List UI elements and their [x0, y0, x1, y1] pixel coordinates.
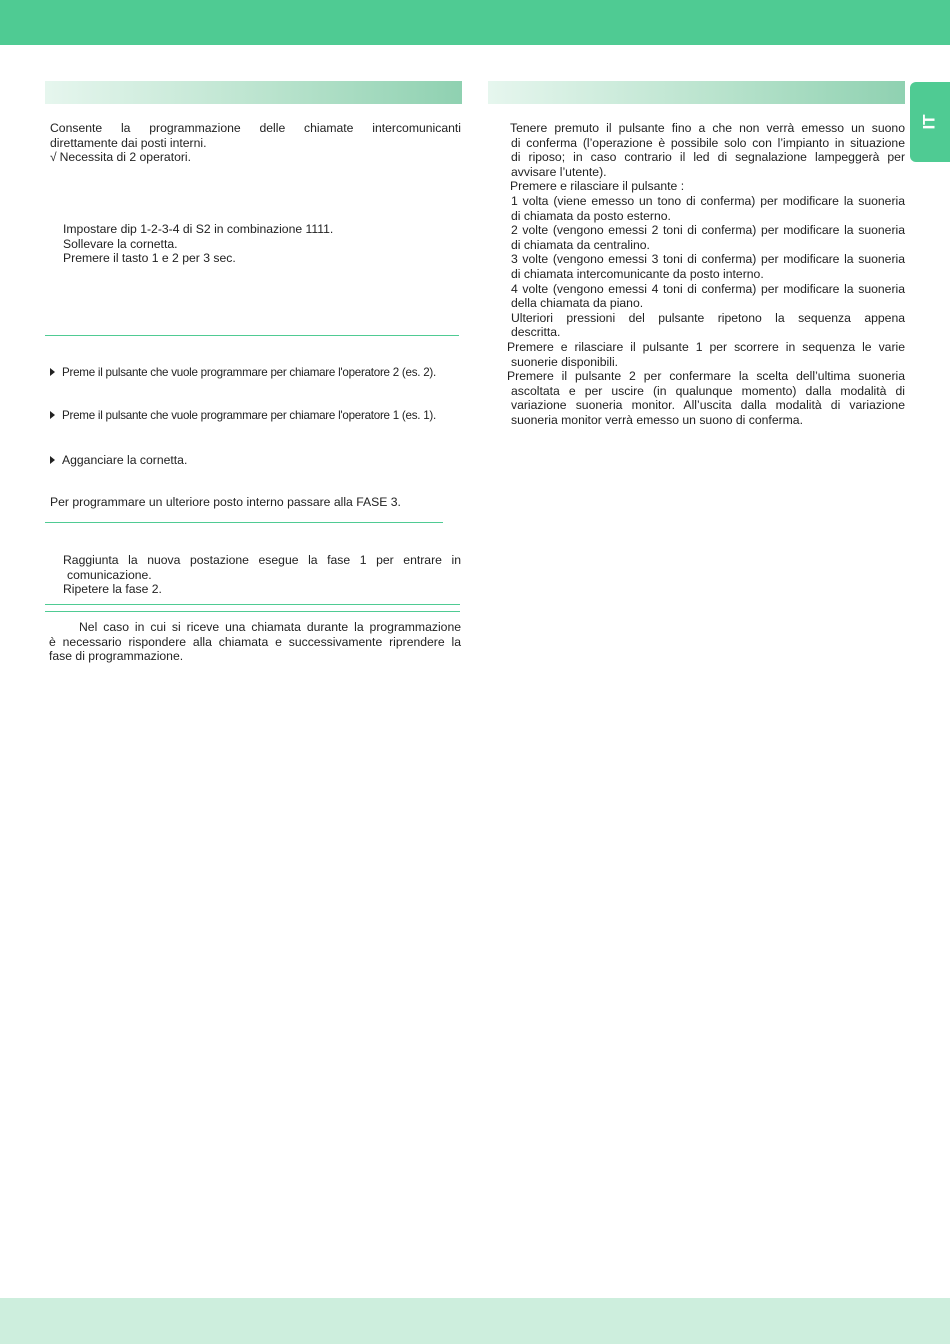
phase1-step-1: Impostare dip 1-2-3-4 di S2 in combinazione 1111. [63, 222, 334, 236]
intro-line-2: direttamente dai posti interni. [50, 135, 207, 150]
phase1-step-2: Sollevare la cornetta. [63, 236, 178, 251]
intro-line-3-wrap [50, 150, 461, 165]
ringtone-line-3: di riposo; in caso contrario il led di segnalazione lampeggerà per [511, 150, 905, 165]
ringtone-line-9: di chiamata da centralino. [511, 237, 650, 252]
intro-paragraph [50, 121, 461, 165]
phase1-step-3: Premere il tasto 1 e 2 per 3 sec. [63, 251, 236, 266]
phase1-steps [63, 222, 463, 266]
ringtone-line-18: Premere il pulsante 2 per confermare la scelta dell’ultima suoneria [507, 369, 905, 384]
intro-line-3: Necessita di 2 operatori. [59, 150, 192, 165]
ringtone-line-16: Premere e rilasciare il pulsante 1 per scorrere in sequenza le varie [507, 339, 905, 354]
phase2-step-3: Agganciare la cornetta. [50, 453, 463, 468]
phase3-step-2: Ripetere la fase 2. [63, 582, 162, 597]
note-divider-top [45, 604, 460, 605]
phase3-step-1-line-1: Raggiunta la nuova postazione esegue la fase 1 per entrare in [63, 553, 461, 567]
ringtone-line-21: suoneria monitor verrà emesso un suono di conferma. [511, 412, 803, 427]
bottom-footer-band [0, 1298, 950, 1344]
phase1-divider [45, 335, 459, 336]
ringtone-line-11: di chiamata intercomunicante da posto interno. [511, 266, 764, 281]
phase3-steps [63, 553, 461, 597]
intro-line-1: Consente la programmazione delle chiamate intercomunicanti [50, 121, 461, 135]
ringtone-line-20: variazione suoneria monitor. All’uscita dalla modalità di variazione [511, 398, 905, 413]
check-icon: √ [50, 150, 57, 165]
note-line-3: fase di programmazione. [49, 649, 184, 664]
ringtone-line-8: 2 volte (vengono emessi 2 toni di conferma) per modificare la suoneria [511, 223, 905, 238]
ringtone-line-19: ascoltata e per uscire (in qualunque momento) dalla modalità di [511, 383, 905, 398]
ringtone-line-5: Premere e rilasciare il pulsante : [510, 179, 685, 194]
phase2-step-1: Preme il pulsante che vuole programmare per chiamare l'operatore 2 (es. 2). [50, 366, 463, 381]
language-tab-label: IT [919, 114, 939, 130]
note-paragraph [49, 620, 461, 664]
ringtone-line-15: descritta. [511, 325, 561, 340]
ringtone-line-1: Tenere premuto il pulsante fino a che non verrà emesso un suono [510, 121, 905, 135]
phase2-divider [45, 522, 443, 523]
right-section-header-bar [488, 81, 905, 104]
note-line-2: è necessario rispondere alla chiamata e successivamente riprendere la [49, 634, 461, 649]
language-tab [910, 82, 950, 162]
note-divider-bottom [45, 611, 460, 612]
ringtone-instructions [507, 121, 905, 427]
ringtone-line-7: di chiamata da posto esterno. [511, 208, 671, 223]
phase2-step-2: Preme il pulsante che vuole programmare per chiamare l'operatore 1 (es. 1). [50, 409, 463, 424]
note-line-1: Nel caso in cui si riceve una chiamata durante la programmazione [79, 620, 461, 634]
top-header-band [0, 0, 950, 45]
ringtone-line-6: 1 volta (viene emesso un tono di conferma) per modificare la suoneria [511, 193, 905, 208]
ringtone-line-13: della chiamata da piano. [511, 296, 644, 311]
phase2-note: Per programmare un ulteriore posto interno passare alla FASE 3. [50, 495, 401, 509]
ringtone-line-12: 4 volte (vengono emessi 4 toni di conferma) per modificare la suoneria [511, 281, 905, 296]
ringtone-line-10: 3 volte (vengono emessi 3 toni di conferma) per modificare la suoneria [511, 252, 905, 267]
ringtone-line-17: suonerie disponibili. [511, 354, 619, 369]
ringtone-line-14: Ulteriori pressioni del pulsante ripetono la sequenza appena [511, 310, 905, 325]
ringtone-line-4: avvisare l’utente). [511, 164, 607, 179]
phase3-step-1-line-2: comunicazione. [67, 567, 152, 582]
left-section-header-bar [45, 81, 462, 104]
ringtone-line-2: di conferma (l’operazione è possibile solo con l’impianto in situazione [511, 135, 905, 150]
